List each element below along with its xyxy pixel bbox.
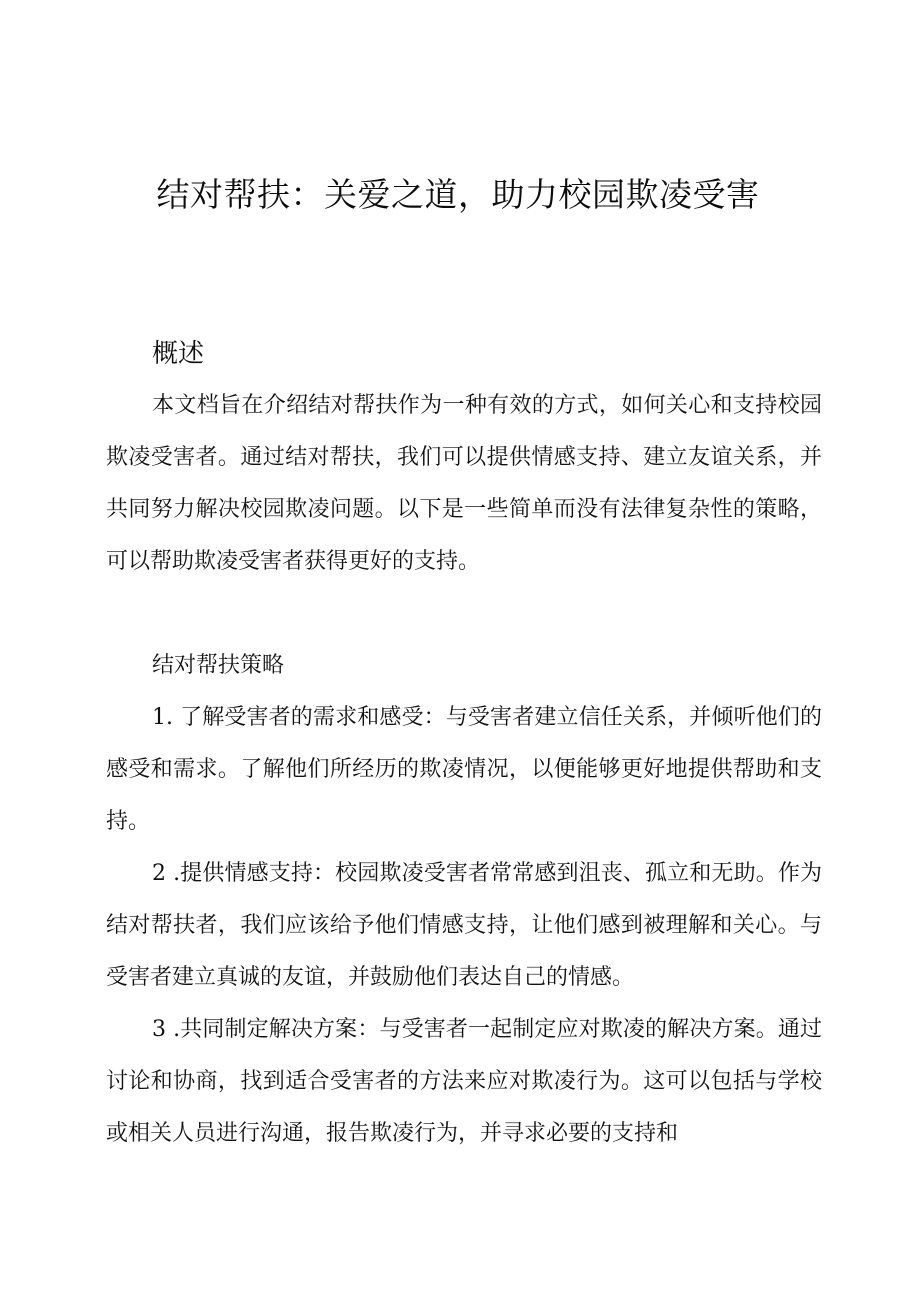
overview-heading: 概述	[152, 339, 205, 369]
strategy-item-3: 3 .共同制定解决方案：与受害者一起制定应对欺凌的解决方案。通过讨论和协商，找到适合受害者的方法来应对欺凌行为。这可以包括与学校或相关人员进行沟通，报告欺凌行为，并寻求必要的支持和	[106, 1017, 822, 1146]
strategy-item-1: 1. 了解受害者的需求和感受：与受害者建立信任关系，并倾听他们的感受和需求。了解他们所经历的欺凌情况，以便能够更好地提供帮助和支持。	[106, 705, 822, 834]
document-title: 结对帮扶：关爱之道，助力校园欺凌受害	[156, 175, 760, 214]
strategy-item-2: 2 .提供情感支持：校园欺凌受害者常常感到沮丧、孤立和无助。作为结对帮扶者，我们应该给予他们情感支持，让他们感到被理解和关心。与受害者建立真诚的友谊，并鼓励他们表达自己的情感。	[106, 861, 822, 990]
strategy-list	[106, 692, 822, 1160]
strategy-heading: 结对帮扶策略	[152, 653, 285, 678]
overview-paragraph: 本文档旨在介绍结对帮扶作为一种有效的方式，如何关心和支持校园欺凌受害者。通过结对帮扶，我们可以提供情感支持、建立友谊关系，并共同努力解决校园欺凌问题。以下是一些简单而没有法律复杂性的策略，可以帮助欺凌受害者获得更好的支持。	[106, 393, 822, 574]
